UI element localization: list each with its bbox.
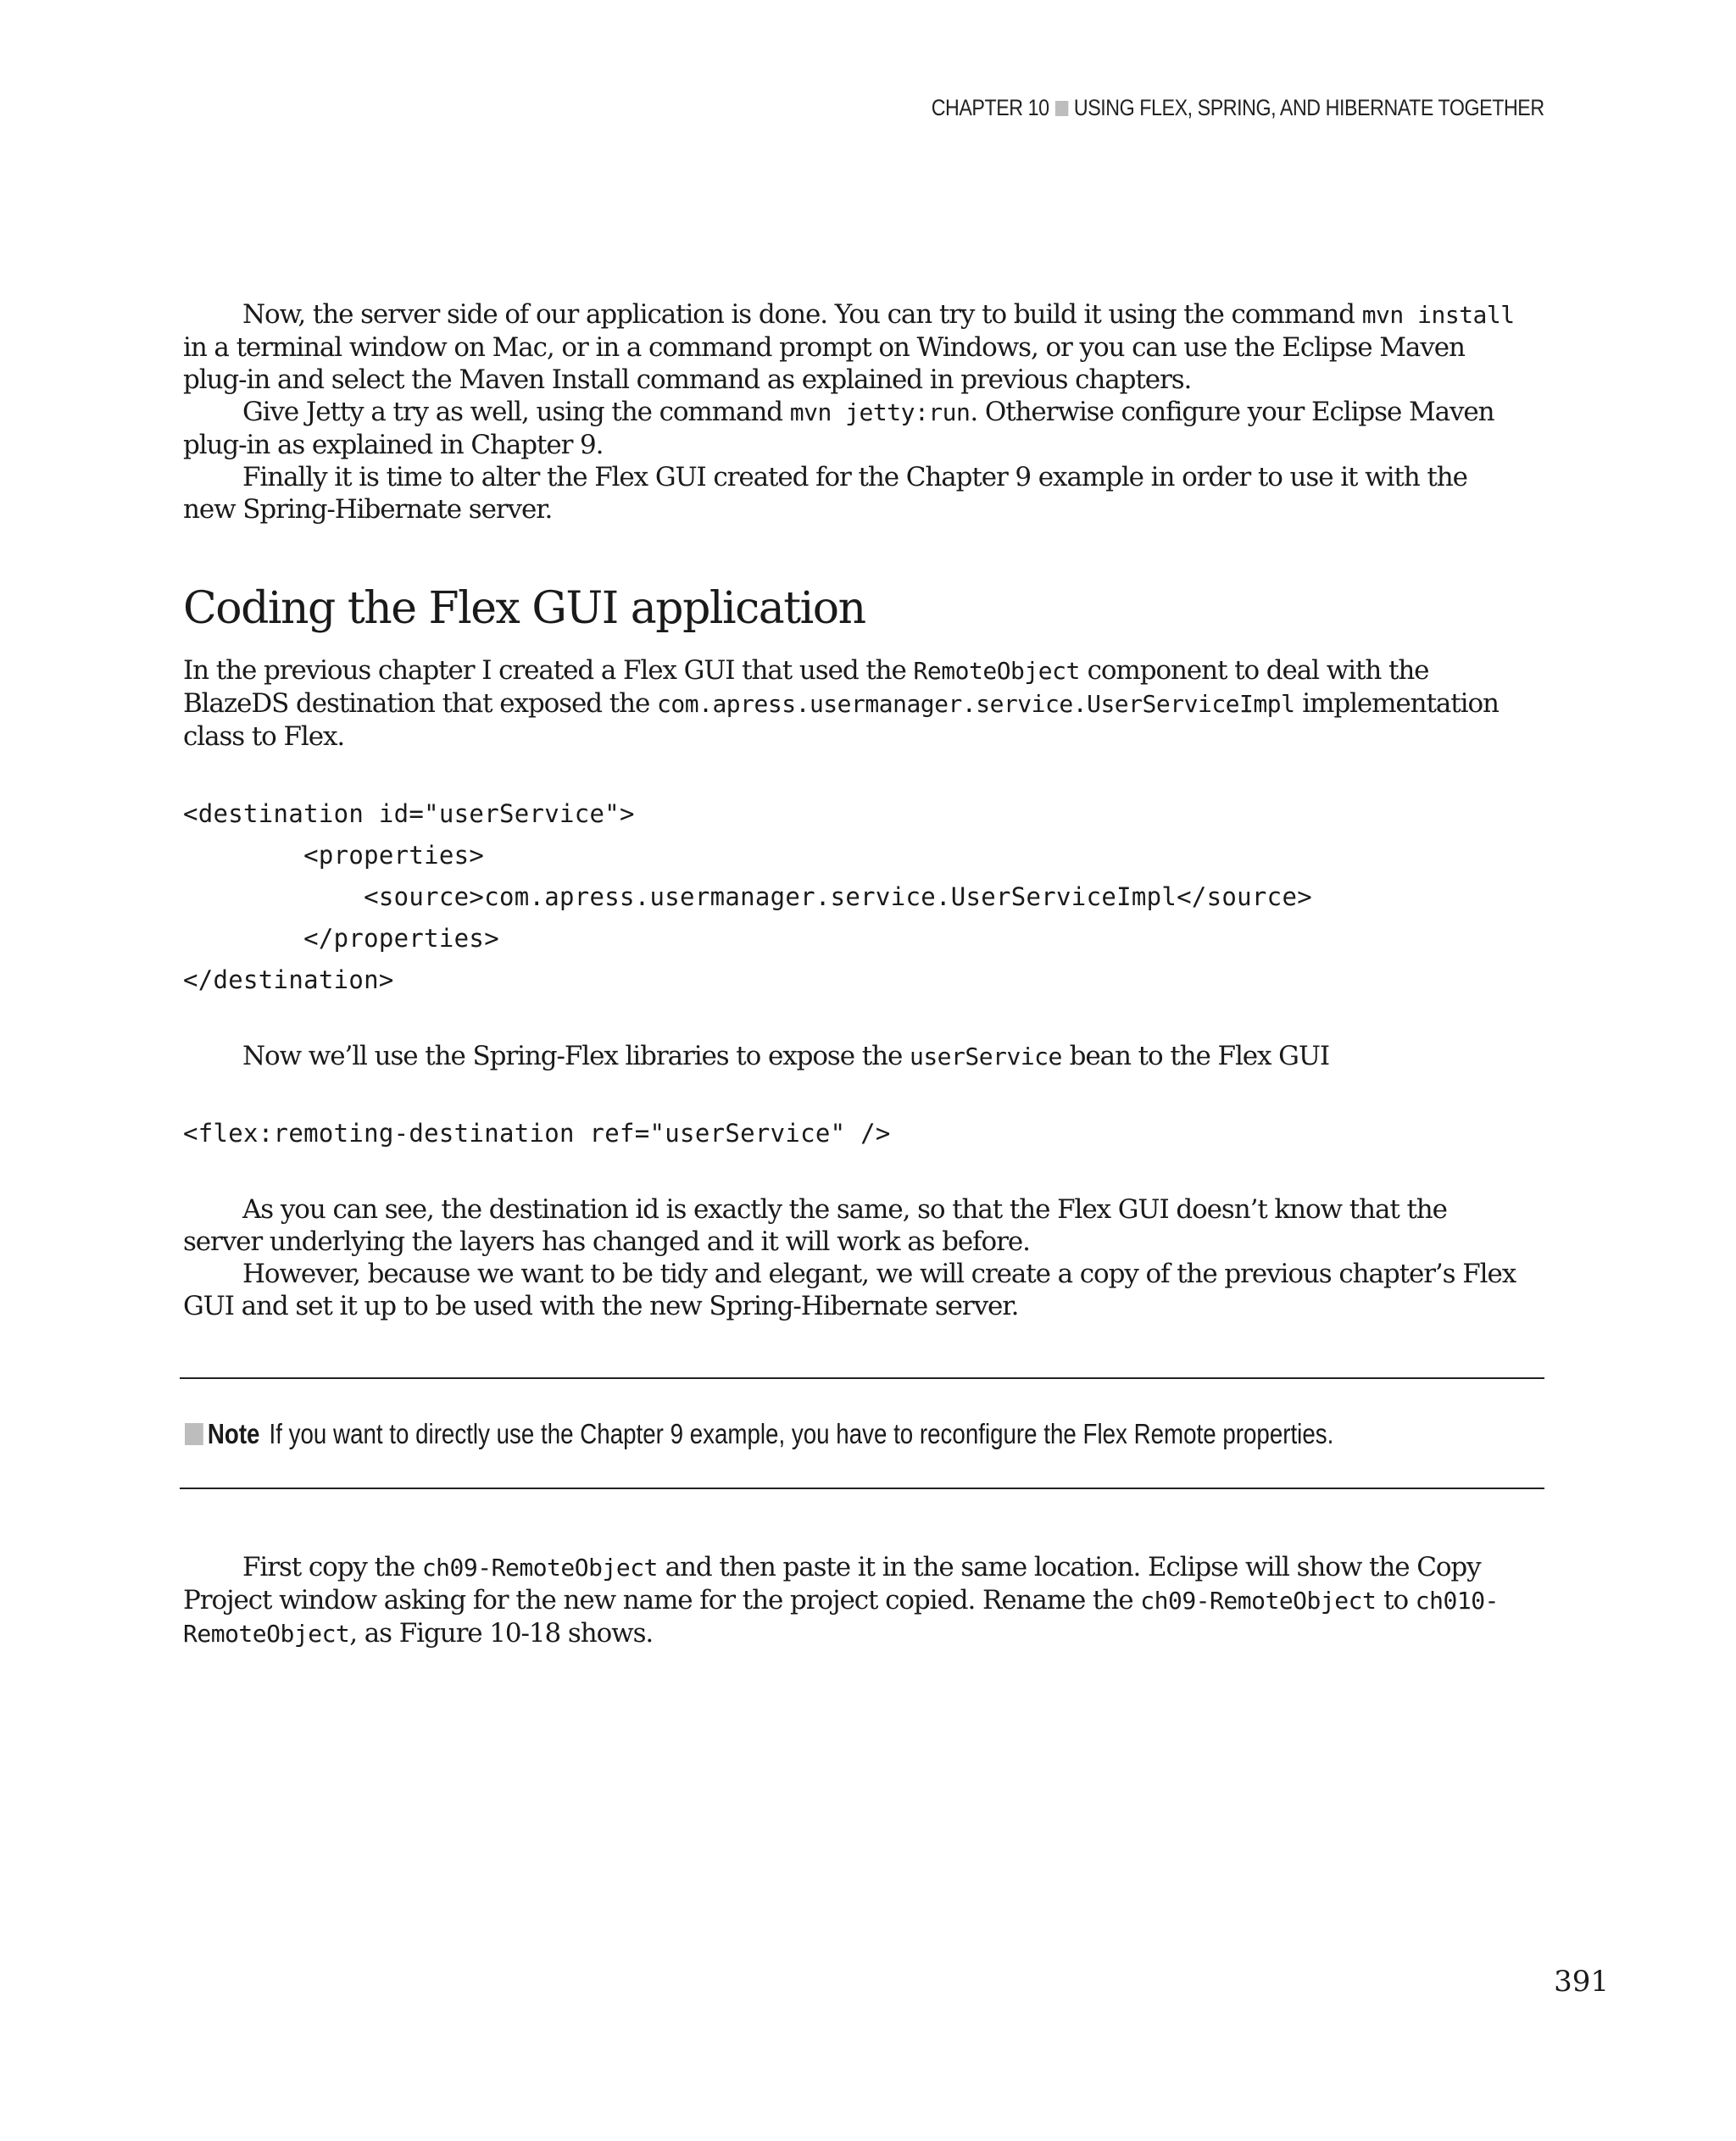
paragraph-build: Now, the server side of our application is done. You can try to build it using the command mvn install in a terminal window on Mac, or in a command prompt on Windows, or you can use the Eclipse Maven plug-in and select the Maven Install command as explained in previous chapters. [183,299,1515,395]
section-intro [183,654,1522,753]
inline-code: mvn install [1361,301,1515,329]
running-header [932,95,1544,121]
paragraph-copy-project: First copy the ch09-RemoteObject and then paste it in the same location. Eclipse will show the Copy Project window asking for the new name for the project copied. Rename the ch09-RemoteObject to ch010-RemoteObject, as Figure 10-18 shows. [183,1552,1499,1649]
chapter-title: USING FLEX, SPRING, AND HIBERNATE TOGETHER [1074,95,1544,120]
note-text: If you want to directly use the Chapter 9 example, you have to reconfigure the Flex Remote properties. [269,1418,1334,1449]
note-top-rule [180,1377,1544,1379]
paragraph-jetty: Give Jetty a try as well, using the command mvn jetty:run. Otherwise configure your Eclipse Maven plug-in as explained in Chapter 9. [183,397,1494,460]
inline-code: userService [909,1043,1062,1070]
chapter-label: CHAPTER 10 [931,95,1049,120]
inline-code: mvn jetty:run [789,398,971,426]
inline-code: com.apress.usermanager.service.UserServiceImpl [657,690,1295,718]
section-heading: Coding the Flex GUI application [183,583,865,634]
paragraph-finally: Finally it is time to alter the Flex GUI created for the Chapter 9 example in order to use it with the new Spring-Hibernate server. [183,462,1467,525]
code-listing-destination: <destination id="userService"> <properties> <source>com.apress.usermanager.service.UserServiceImpl</source> </properties> </destination> [183,799,1312,994]
paragraph-destination-same: As you can see, the destination id is exactly the same, so that the Flex GUI doesn’t know that the server underlying the layers has changed and it will work as before. [183,1194,1447,1257]
code-listing-remoting: <flex:remoting-destination ref="userService" /> [183,1119,891,1148]
note-square-icon [185,1423,203,1445]
note-label: Note [207,1418,260,1449]
note-bottom-rule [180,1488,1544,1489]
paragraph-previous-chapter: In the previous chapter I created a Flex GUI that used the RemoteObject component to deal with the BlazeDS destination that exposed the com.apress.usermanager.service.UserServiceImpl implementation class to Flex. [183,655,1499,752]
mid-paragraph [183,1040,1522,1073]
intro-paragraphs [183,298,1522,526]
note-box [185,1417,1334,1451]
inline-code: ch09-RemoteObject [1140,1587,1377,1615]
after-paragraphs [183,1193,1522,1322]
square-bullet-icon [1055,101,1068,116]
page-number: 391 [1554,1965,1609,1999]
paragraph-tidy: However, because we want to be tidy and elegant, we will create a copy of the previous chapter’s Flex GUI and set it up to be used with the new Spring-Hibernate server. [183,1259,1516,1321]
inline-code: ch09-RemoteObject [421,1554,658,1582]
inline-code: ch010-RemoteObject [183,1587,1499,1648]
paragraph-spring-flex: Now we’ll use the Spring-Flex libraries to expose the userService bean to the Flex GUI [242,1041,1329,1071]
final-paragraph-block [183,1551,1522,1650]
inline-code: RemoteObject [913,657,1080,685]
